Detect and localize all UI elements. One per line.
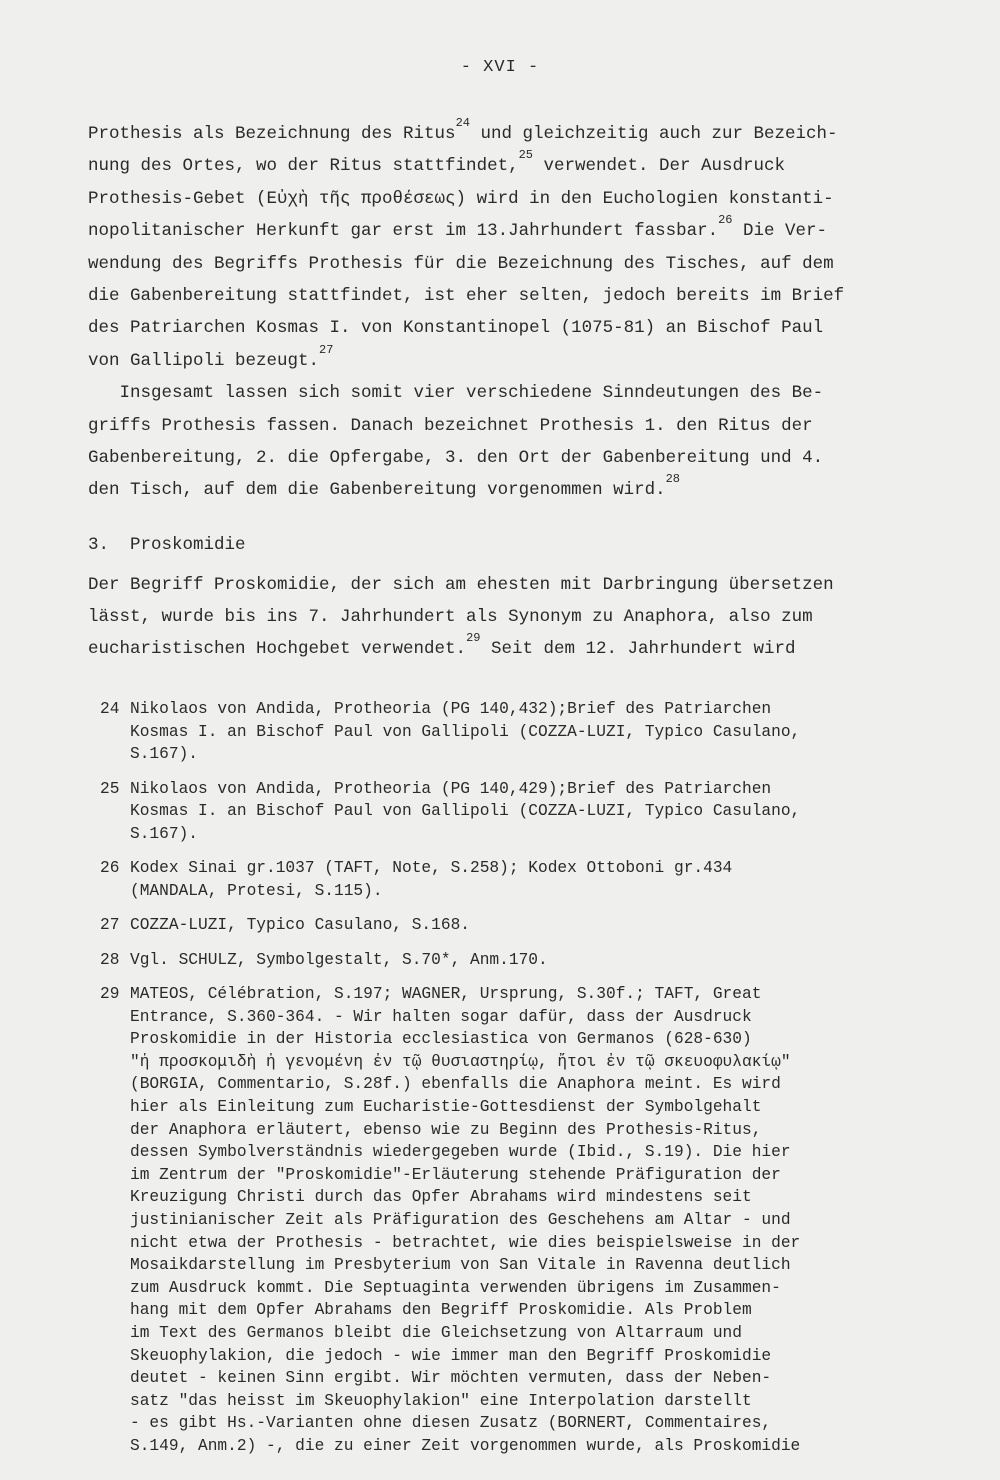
- footnote-text: der Anaphora erläutert, ebenso wie zu Beginn des Prothesis-Ritus,: [130, 1120, 762, 1139]
- text-line: [88, 183, 948, 215]
- footnote-ref: 25: [518, 148, 533, 163]
- footnote-text: hang mit dem Opfer Abrahams den Begriff Proskomidie. Als Problem: [130, 1301, 752, 1320]
- footnote-line: [100, 1051, 960, 1074]
- footnote-text: "ἡ προσκομιδὴ ἡ γενομένη ἐν τῷ θυσιαστηρίῳ, ἤτοι ἐν τῷ σκευοφυλακίῳ": [130, 1052, 791, 1071]
- line-text: nung des Ortes, wo der Ritus stattfindet,: [88, 156, 519, 177]
- line-text: und gleichzeitig auch zur Bezeich-: [469, 124, 838, 144]
- line-text: nopolitanischer Herkunft gar erst im 13.Jahrhundert fassbar.: [88, 221, 719, 242]
- footnote-line: [100, 1232, 960, 1255]
- footnote-number: 27: [100, 916, 120, 934]
- footnote-line: [100, 1435, 960, 1458]
- footnote-line: [100, 857, 960, 880]
- text-line: [88, 248, 948, 280]
- footnote-text: (MANDALA, Protesi, S.115).: [130, 881, 383, 900]
- footnote-line: [100, 698, 960, 721]
- footnote-line: [100, 949, 960, 972]
- line-text: Die Ver-: [732, 221, 828, 242]
- footnote-26: [100, 857, 960, 902]
- text-line: [88, 633, 948, 665]
- footnote-25: [100, 778, 960, 846]
- footnote-line: [100, 1096, 960, 1119]
- footnote-text: S.149, Anm.2) -, die zu einer Zeit vorgenommen wurde, als Proskomidie: [130, 1436, 801, 1455]
- footnote-ref: 28: [665, 472, 681, 487]
- footnote-text: nicht etwa der Prothesis - betrachtet, wie dies beispielsweise in der: [130, 1233, 801, 1252]
- footnotes: [100, 698, 960, 1469]
- footnote-27: [100, 914, 960, 937]
- footnote-ref: 26: [718, 213, 733, 228]
- footnote-line: [100, 1006, 960, 1029]
- footnote-text: Skeuophylakion, die jedoch - wie immer man den Begriff Proskomidie: [130, 1346, 772, 1365]
- footnote-text: deutet - keinen Sinn ergibt. Wir möchten vermuten, dass der Neben-: [130, 1369, 772, 1388]
- footnote-text: satz "das heisst im Skeuophylakion" eine Interpolation darstellt: [130, 1391, 752, 1410]
- footnote-text: hier als Einleitung zum Eucharistie-Gottesdienst der Symbolgehalt: [130, 1097, 762, 1116]
- footnote-text: COZZA-LUZI, Typico Casulano, S.168.: [130, 916, 470, 934]
- line-text: von Gallipoli bezeugt.: [88, 350, 320, 371]
- footnote-text: Kreuzigung Christi durch das Opfer Abrahams wird mindestens seit: [130, 1188, 752, 1207]
- line-text: verwendet. Der Ausdruck: [532, 156, 786, 177]
- paragraph-1: [88, 118, 948, 377]
- footnote-text: Nikolaos von Andida, Protheoria (PG 140,432);Brief des Patriarchen: [130, 700, 772, 718]
- text-line: [88, 442, 948, 474]
- footnote-text: (BORGIA, Commentario, S.28f.) ebenfalls die Anaphora meint. Es wird: [130, 1075, 781, 1094]
- footnote-line: [100, 1141, 960, 1164]
- footnote-number: 24: [100, 700, 120, 718]
- footnote-number: 28: [100, 950, 120, 969]
- line-text: Gabenbereitung, 2. die Opfergabe, 3. den Ort der Gabenbereitung und 4.: [88, 447, 824, 468]
- line-text: Der Begriff Proskomidie, der sich am ehesten mit Darbringung übersetzen: [88, 574, 834, 595]
- line-text: griffs Prothesis fassen. Danach bezeichnet Prothesis 1. den Ritus der: [88, 415, 813, 436]
- footnote-line: [100, 800, 960, 823]
- line-text: Seit dem 12. Jahrhundert wird: [480, 639, 796, 660]
- footnote-text: zum Ausdruck kommt. Die Septuaginta verwenden übrigens im Zusammen-: [130, 1278, 781, 1297]
- footnote-text: Kodex Sinai gr.1037 (TAFT, Note, S.258); Kodex Ottoboni gr.434: [130, 859, 733, 877]
- footnote-line: [100, 1367, 960, 1390]
- footnote-line: [100, 743, 960, 766]
- footnote-number: 29: [100, 985, 120, 1003]
- footnote-line: [100, 1412, 960, 1435]
- footnote-text: Nikolaos von Andida, Protheoria (PG 140,429);Brief des Patriarchen: [130, 779, 772, 798]
- footnote-line: [100, 1164, 960, 1187]
- footnote-text: im Text des Germanos bleibt die Gleichsetzung von Altarraum und: [130, 1323, 742, 1342]
- footnote-text: Entrance, S.360-364. - Wir halten sogar dafür, dass der Ausdruck: [130, 1007, 752, 1026]
- footnote-line: [100, 721, 960, 744]
- paragraph-2: [88, 377, 948, 507]
- text-line: [88, 150, 948, 182]
- line-text: wendung des Begriffs Prothesis für die Bezeichnung des Tisches, auf dem: [88, 253, 834, 274]
- footnote-line: [100, 1277, 960, 1300]
- footnote-line: [100, 983, 960, 1006]
- footnote-text: justinianischer Zeit als Präfiguration des Geschehens am Altar - und: [130, 1210, 791, 1229]
- footnote-29: [100, 983, 960, 1457]
- text-line: [88, 215, 948, 247]
- line-text: eucharistischen Hochgebet verwendet.: [88, 639, 467, 660]
- text-line: [88, 377, 948, 409]
- text-line: [88, 410, 948, 442]
- footnote-line: [100, 1322, 960, 1345]
- footnote-text: MATEOS, Célébration, S.197; WAGNER, Ursprung, S.30f.; TAFT, Great: [130, 985, 762, 1003]
- line-text: Prothesis-Gebet (Εὐχὴ τῆς προθέσεως) wird in den Euchologien konstanti-: [88, 188, 834, 209]
- footnote-28: [100, 949, 960, 972]
- line-text: des Patriarchen Kosmas I. von Konstantinopel (1075-81) an Bischof Paul: [88, 318, 824, 339]
- footnote-line: [100, 1254, 960, 1277]
- footnote-line: [100, 1390, 960, 1413]
- footnote-text: Vgl. SCHULZ, Symbolgestalt, S.70*, Anm.170.: [130, 950, 548, 969]
- footnote-line: [100, 823, 960, 846]
- footnote-text: S.167).: [130, 824, 198, 843]
- text-line: [88, 342, 948, 377]
- footnote-ref: 24: [455, 116, 470, 130]
- footnote-text: Mosaikdarstellung im Presbyterium von San Vitale in Ravenna deutlich: [130, 1256, 791, 1275]
- footnote-line: [100, 880, 960, 903]
- footnote-text: Proskomidie in der Historia ecclesiastica von Germanos (628-630): [130, 1030, 752, 1049]
- footnote-text: Kosmas I. an Bischof Paul von Gallipoli (COZZA-LUZI, Typico Casulano,: [130, 722, 801, 741]
- footnote-line: [100, 1028, 960, 1051]
- footnote-line: [100, 1119, 960, 1142]
- paragraph-3: [88, 569, 948, 666]
- line-text: den Tisch, auf dem die Gabenbereitung vorgenommen wird.: [88, 480, 666, 501]
- line-text: Insgesamt lassen sich somit vier verschiedene Sinndeutungen des Be-: [88, 383, 824, 404]
- line-text: Prothesis als Bezeichnung des Ritus: [88, 124, 456, 144]
- footnote-line: [100, 1073, 960, 1096]
- footnote-number: 26: [100, 859, 120, 877]
- main-text: [88, 118, 948, 666]
- footnote-line: [100, 914, 960, 937]
- line-text: lässt, wurde bis ins 7. Jahrhundert als Synonym zu Anaphora, also zum: [88, 607, 813, 628]
- line-text: die Gabenbereitung stattfindet, ist eher selten, jedoch bereits im Brief: [88, 285, 845, 306]
- text-line: [88, 118, 948, 150]
- footnote-line: [100, 1299, 960, 1322]
- page-number: - XVI -: [460, 58, 540, 77]
- footnote-line: [100, 778, 960, 801]
- footnote-24: [100, 698, 960, 766]
- text-line: [88, 601, 948, 633]
- footnote-ref: 29: [466, 631, 481, 646]
- text-line: [88, 280, 948, 312]
- footnote-ref: 27: [319, 342, 334, 357]
- footnote-number: 25: [100, 779, 120, 798]
- footnote-text: im Zentrum der "Proskomidie"-Erläuterung stehende Präfiguration der: [130, 1165, 781, 1184]
- footnote-text: Kosmas I. an Bischof Paul von Gallipoli (COZZA-LUZI, Typico Casulano,: [130, 802, 801, 820]
- text-line: [88, 569, 948, 601]
- footnote-text: - es gibt Hs.-Varianten ohne diesen Zusatz (BORNERT, Commentaires,: [130, 1414, 772, 1433]
- footnote-line: [100, 1209, 960, 1232]
- text-line: [88, 474, 948, 506]
- text-line: [88, 312, 948, 344]
- footnote-text: S.167).: [130, 745, 198, 763]
- footnote-text: dessen Symbolverständnis wiedergegeben wurde (Ibid., S.19). Die hier: [130, 1143, 791, 1162]
- footnote-line: [100, 1186, 960, 1209]
- footnote-line: [100, 1345, 960, 1368]
- section-heading: 3. Proskomidie: [88, 534, 246, 555]
